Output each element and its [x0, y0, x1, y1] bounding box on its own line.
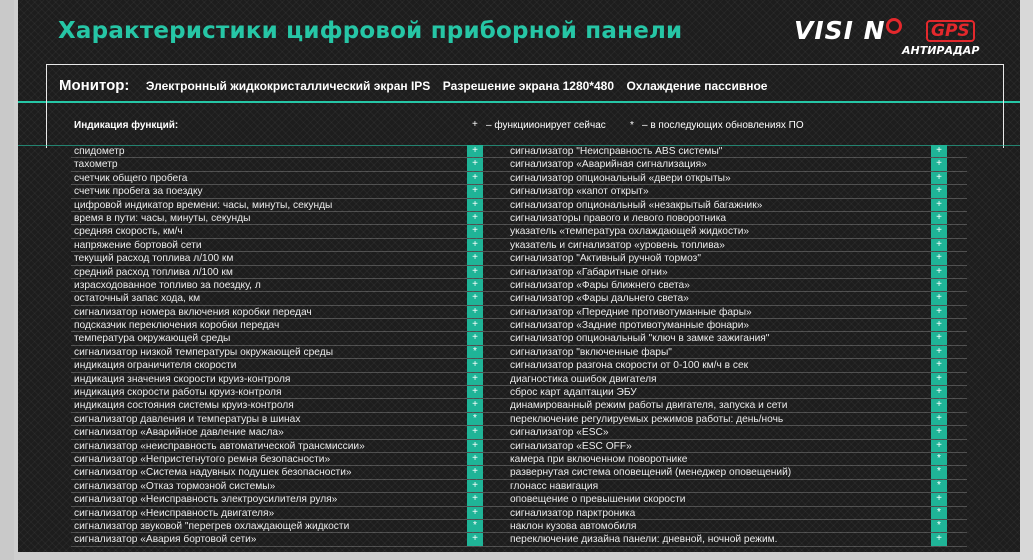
right-feature: сигнализатор «Аварийная сигнализация» — [510, 159, 707, 171]
left-feature: сигнализатор «Аварийное давление масла» — [74, 427, 284, 439]
table-row — [71, 533, 967, 546]
right-status-mark: + — [931, 266, 947, 278]
right-feature: сигнализатор опциональный «незакрытый багажник» — [510, 199, 763, 211]
left-feature: индикация скорости работы круиз-контроля — [74, 387, 282, 399]
table-row — [71, 399, 967, 412]
right-status-mark: + — [931, 493, 947, 505]
table-row — [71, 279, 967, 292]
page-title: Характеристики цифровой приборной панели — [58, 18, 683, 44]
left-status-mark: + — [467, 266, 483, 278]
left-feature: сигнализатор «Авария бортовой сети» — [74, 534, 257, 546]
left-feature: время в пути: часы, минуты, секунды — [74, 212, 251, 224]
left-feature: сигнализатор «Система надувных подушек безопасности» — [74, 467, 352, 479]
left-status-mark: + — [467, 145, 483, 157]
table-row — [71, 373, 967, 386]
brand-logo — [794, 16, 994, 66]
left-status-mark: + — [467, 507, 483, 519]
left-feature: цифровой индикатор времени: часы, минуты, секунды — [74, 199, 333, 211]
left-feature: счетчик общего пробега — [74, 172, 188, 184]
table-row — [71, 319, 967, 332]
right-status-mark: + — [931, 413, 947, 425]
left-feature: подсказчик переключения коробки передач — [74, 320, 280, 332]
left-status-mark: + — [467, 158, 483, 170]
table-row — [71, 306, 967, 319]
left-status-mark: + — [467, 252, 483, 264]
left-feature: сигнализатор номера включения коробки передач — [74, 306, 312, 318]
right-status-mark: + — [931, 172, 947, 184]
right-feature: наклон кузова автомобиля — [510, 520, 637, 532]
left-status-mark: + — [467, 453, 483, 465]
left-status-mark: + — [467, 466, 483, 478]
left-feature: средний расход топлива л/100 км — [74, 266, 233, 278]
left-feature: сигнализатор «Непристегнутого ремня безопасности» — [74, 453, 331, 465]
right-feature: оповещение о превышении скорости — [510, 494, 686, 506]
plus-icon: + — [472, 119, 478, 130]
right-status-mark: + — [931, 319, 947, 331]
left-feature: индикация ограничителя скорости — [74, 360, 237, 372]
right-status-mark: + — [931, 239, 947, 251]
specs-card — [18, 0, 1020, 552]
right-feature: переключение регулируемых режимов работы: день/ночь — [510, 413, 784, 425]
left-feature: средняя скорость, км/ч — [74, 226, 183, 238]
right-feature: сигнализаторы правого и левого поворотника — [510, 212, 727, 224]
right-status-mark: + — [931, 426, 947, 438]
left-status-mark: + — [467, 199, 483, 211]
legend-plus-text: – функциионирует сейчас — [486, 120, 606, 131]
monitor-resolution: Разрешение экрана 1280*480 — [442, 79, 614, 93]
right-feature: сигнализатор "Неисправность ABS системы" — [510, 146, 723, 157]
right-feature: камера при включенном поворотнике — [510, 453, 688, 465]
left-status-mark: * — [467, 520, 483, 532]
monitor-specs — [59, 77, 775, 95]
right-status-mark: + — [931, 199, 947, 211]
table-row — [71, 172, 967, 185]
left-feature: индикация состояния системы круиз-контроля — [74, 400, 294, 412]
right-feature: переключение дизайна панели: дневной, ночной режим. — [510, 534, 778, 546]
left-feature: сигнализатор низкой температуры окружающей среды — [74, 346, 334, 358]
right-status-mark: + — [931, 185, 947, 197]
monitor-label: Монитор: — [59, 77, 130, 94]
right-feature: сигнализатор «капот открыт» — [510, 186, 649, 198]
left-feature: сигнализатор «Отказ тормозной системы» — [74, 480, 276, 492]
left-feature: сигнализатор «Неисправность двигателя» — [74, 507, 275, 519]
table-row — [71, 199, 967, 212]
left-status-mark: + — [467, 399, 483, 411]
left-status-mark: + — [467, 225, 483, 237]
left-feature: температура окружающей среды — [74, 333, 231, 345]
table-row — [71, 413, 967, 426]
logo-gps-badge: GPS — [926, 20, 975, 42]
right-status-mark: + — [931, 252, 947, 264]
monitor-frame — [46, 64, 1004, 148]
table-row — [71, 440, 967, 453]
table-row — [71, 185, 967, 198]
right-feature: сигнализатор «ESC OFF» — [510, 440, 632, 452]
left-feature: тахометр — [74, 159, 118, 171]
left-status-mark: + — [467, 440, 483, 452]
left-feature: спидометр — [74, 146, 125, 157]
right-status-mark: * — [931, 453, 947, 465]
right-status-mark: + — [931, 279, 947, 291]
right-feature: сигнализатор «ESC» — [510, 427, 609, 439]
left-status-mark: + — [467, 172, 483, 184]
left-status-mark: + — [467, 279, 483, 291]
left-status-mark: + — [467, 212, 483, 224]
right-feature: сигнализатор «Фары ближнего света» — [510, 279, 690, 291]
table-row — [71, 145, 967, 158]
table-row — [71, 332, 967, 345]
right-status-mark: * — [931, 507, 947, 519]
right-status-mark: + — [931, 373, 947, 385]
right-status-mark: + — [931, 225, 947, 237]
right-feature: указатель «температура охлаждающей жидкости» — [510, 226, 750, 238]
right-feature: указатель и сигнализатор «уровень топлива» — [510, 239, 725, 251]
table-row — [71, 252, 967, 265]
table-row — [71, 426, 967, 439]
right-status-mark: * — [931, 480, 947, 492]
right-status-mark: * — [931, 466, 947, 478]
star-icon: * — [630, 120, 634, 131]
right-status-mark: + — [931, 332, 947, 344]
left-status-mark: + — [467, 386, 483, 398]
right-status-mark: + — [931, 292, 947, 304]
right-feature: сигнализатор «Габаритные огни» — [510, 266, 668, 278]
table-row — [71, 507, 967, 520]
right-feature: сигнализатор «Передние противотуманные фары» — [510, 306, 752, 318]
right-feature: сигнализатор "включенные фары" — [510, 346, 672, 358]
left-status-mark: * — [467, 346, 483, 358]
table-row — [71, 520, 967, 533]
right-feature: сигнализатор опциональный "ключ в замке зажигания" — [510, 333, 770, 345]
left-feature: сигнализатор звуковой "перегрев охлаждающей жидкости — [74, 520, 350, 532]
left-feature: сигнализатор «Неисправность электроусилителя руля» — [74, 494, 338, 506]
right-status-mark: + — [931, 346, 947, 358]
table-row — [71, 346, 967, 359]
left-feature: текущий расход топлива л/100 км — [74, 253, 234, 265]
right-status-mark: + — [931, 212, 947, 224]
right-feature: сигнализатор "Активный ручной тормоз" — [510, 253, 701, 265]
left-status-mark: + — [467, 426, 483, 438]
right-feature: сброс карт адаптации ЭБУ — [510, 387, 637, 399]
table-row — [71, 225, 967, 238]
right-feature: сигнализатор парктроника — [510, 507, 636, 519]
right-status-mark: + — [931, 440, 947, 452]
table-row — [71, 359, 967, 372]
table-row — [71, 493, 967, 506]
left-feature: индикация значения скорости круиз-контроля — [74, 373, 291, 385]
left-feature: остаточный запас хода, км — [74, 293, 201, 305]
logo-wordmark: VISI N — [794, 16, 886, 45]
right-status-mark: + — [931, 306, 947, 318]
table-row — [71, 386, 967, 399]
right-feature: развернутая система оповещений (менеджер оповещений) — [510, 467, 792, 479]
left-status-mark: + — [467, 332, 483, 344]
left-status-mark: + — [467, 480, 483, 492]
left-status-mark: * — [467, 413, 483, 425]
left-status-mark: + — [467, 239, 483, 251]
table-row — [71, 480, 967, 493]
left-status-mark: + — [467, 306, 483, 318]
right-feature: сигнализатор «Задние противотуманные фонари» — [510, 320, 750, 332]
right-status-mark: + — [931, 533, 947, 545]
right-status-mark: + — [931, 399, 947, 411]
left-status-mark: + — [467, 359, 483, 371]
left-status-mark: + — [467, 185, 483, 197]
left-feature: израсходованное топливо за поездку, л — [74, 279, 261, 291]
table-row — [71, 212, 967, 225]
left-feature: сигнализатор давления и температуры в шинах — [74, 413, 301, 425]
logo-ring-icon — [886, 18, 902, 34]
legend-star-text: – в последующих обновлениях ПО — [642, 120, 804, 131]
table-row — [71, 266, 967, 279]
table-row — [71, 158, 967, 171]
right-feature: сигнализатор разгона скорости от 0-100 км/ч в сек — [510, 360, 749, 372]
right-feature: сигнализатор «Фары дальнего света» — [510, 293, 689, 305]
monitor-cooling: Охлаждение пассивное — [626, 79, 768, 93]
table-row — [71, 292, 967, 305]
right-feature: диагностика ошибок двигателя — [510, 373, 657, 385]
table-row — [71, 453, 967, 466]
table-row — [71, 466, 967, 479]
right-feature: динамированный режим работы двигателя, запуска и сети — [510, 400, 788, 412]
left-status-mark: + — [467, 373, 483, 385]
left-background-strip — [0, 0, 14, 560]
left-status-mark: + — [467, 533, 483, 545]
left-feature: напряжение бортовой сети — [74, 239, 202, 251]
table-row — [71, 239, 967, 252]
right-feature: глонасс навигация — [510, 480, 599, 492]
monitor-display: Электронный жидкокристаллический экран IPS — [145, 79, 431, 93]
feature-table — [71, 145, 967, 547]
right-status-mark: + — [931, 386, 947, 398]
right-status-mark: + — [931, 359, 947, 371]
left-status-mark: + — [467, 493, 483, 505]
legend-title: Индикация функций: — [74, 120, 179, 131]
left-feature: сигнализатор «неисправность автоматической трансмиссии» — [74, 440, 365, 452]
right-status-mark: * — [931, 520, 947, 532]
logo-subtitle: АНТИРАДАР — [902, 44, 980, 57]
right-status-mark: + — [931, 158, 947, 170]
right-status-mark: + — [931, 145, 947, 157]
left-status-mark: + — [467, 292, 483, 304]
right-background-strip — [1020, 0, 1033, 560]
left-feature: счетчик пробега за поездку — [74, 186, 203, 198]
left-status-mark: + — [467, 319, 483, 331]
right-feature: сигнализатор опциональный «двери открыты» — [510, 172, 731, 184]
